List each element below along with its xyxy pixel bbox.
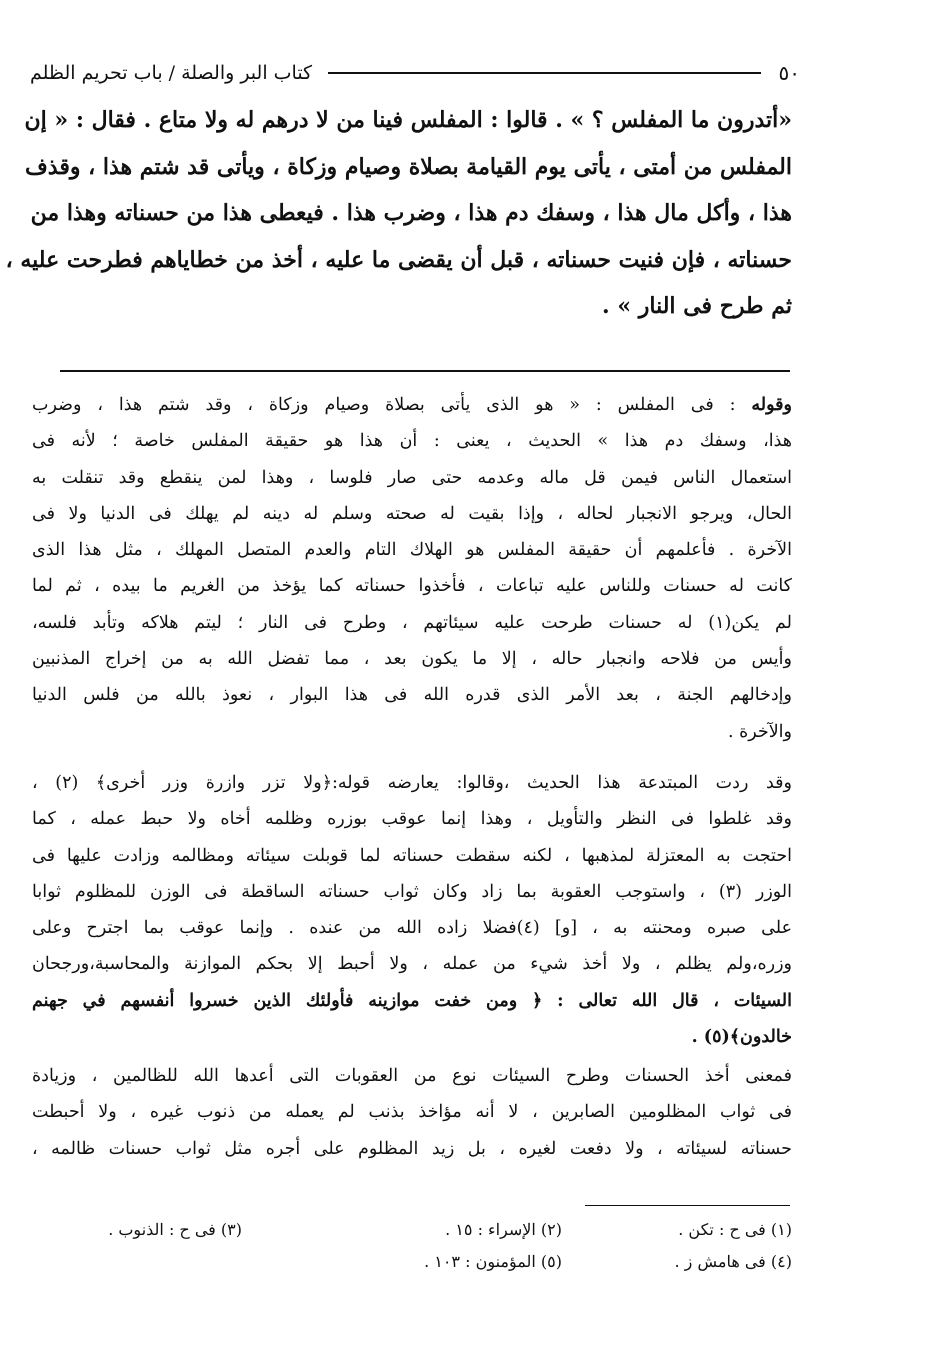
footnotes-row (32, 1218, 792, 1242)
page-number: ٥٠ (778, 61, 800, 85)
commentary-line (32, 387, 792, 423)
section-divider (60, 370, 790, 372)
hadith-line: هذا ، وأكل مال هذا ، وسفك دم هذا ، وضرب هذا . فيعطى هذا من حسناته وهذا من (30, 200, 792, 226)
commentary-line: كانت له حسنات وللناس عليه تباعات ، فأخذوا حسناته كما يؤخذ من الغريم ما بيده ، ثم لما (32, 576, 792, 597)
commentary-line: على صبره ومحنته به ، [و] (٤)فضلا زاده الله من عنده . وإنما عوقب بما اجترح وعلى (32, 918, 793, 939)
footnote-3: (٣) فى ح : الذنوب . (108, 1220, 242, 1239)
commentary-line: الوزر (٣) ، واستوجب العقوبة بما زاد وكان ثواب حسناته الساقطة فى الوزن للمظلوم ثوابا (32, 881, 793, 902)
footnote-divider (585, 1205, 790, 1206)
footnotes-row (32, 1250, 792, 1274)
commentary-line: وزره،ولم يظلم ، ولا أخذ شيء من عمله ، ولا أحبط إلا بحكم الموازنة والمحاسبة،ورجحان (32, 954, 792, 975)
commentary-paragraph-2 (32, 765, 792, 1055)
footnote-2: (٢) الإسراء : ١٥ . (445, 1220, 562, 1239)
commentary-line-text: : فى المفلس : « هو الذى يأتى بصلاة وصيام وزكاة ، وقد شتم هذا ، وضرب (32, 395, 736, 415)
commentary-line: لم يكن(١) له حسنات طرحت عليه سيئاتهم ، وطرح فى النار ؛ ليتم هلاكه وتأبد فلسه، (32, 612, 792, 633)
commentary-line: الآخرة . فأعلمهم أن حقيقة المفلس هو الهلاك التام والعدم المتصل المهلك ، مثل هذا الذى (32, 540, 792, 561)
commentary-line: فى ثواب المظلومين الصابرين ، لا أنه مؤاخذ بذنب لم يعمله من ذنوب غيره ، ولا أحبطت (32, 1102, 792, 1123)
hadith-line: المفلس من أمتى ، يأتى يوم القيامة بصلاة وصيام وزكاة ، ويأتى قد شتم هذا ، وقذف (24, 153, 792, 180)
commentary-line: السيئات ، قال الله تعالى : ﴿ ومن خفت موازينه فأولئك الذين خسروا أنفسهم في جهنم (32, 990, 792, 1011)
commentary-paragraph-3 (32, 1058, 792, 1167)
commentary-line: وأيس من فلاحه وانجبار حاله ، إلا ما يكون بعد ، مما تفضل الله به من إخراج المذنبين (32, 649, 792, 670)
commentary-line: الحال، ويرجو الانجبار لحاله ، وإذا بقيت له صحته وسلم له دينه لم يهلك فى الدنيا ولا فى (32, 503, 792, 524)
commentary-line: وقد ردت المبتدعة هذا الحديث ،وقالوا: يعارضه قوله:﴿ولا تزر وازرة وزر أخرى﴾ (٢) ، (32, 773, 792, 793)
commentary-line: وقد غلطوا فى النظر والتأويل ، وهذا إنما عوقب بوزره وظلمه أخاه ولا حبط عمله ، كما (32, 809, 792, 830)
commentary-line: فمعنى أخذ الحسنات وطرح السيئات نوع من العقوبات التى أعدها الله للظالمين ، وزيادة (32, 1066, 792, 1086)
commentary-paragraph-1 (32, 387, 792, 750)
hadith-line: ثم طرح فى النار » . (602, 293, 792, 319)
commentary-line: خالدون﴾(٥) . (691, 1027, 792, 1048)
commentary-line: والآخرة . (727, 721, 792, 742)
header-rule (328, 72, 760, 74)
commentary-line: استعمال الناس فيمن قل ماله وعدمه حتى صار فلوسا ، وهذا لمن ينقطع وقد تنقلت به (32, 467, 792, 488)
footnote-1: (١) فى ح : تكن . (678, 1220, 792, 1239)
commentary-lead: وقوله (751, 395, 792, 415)
hadith-text (5, 97, 792, 330)
commentary-line: حسناته لسيئاته ، ولا دفعت لغيره ، بل زيد المظلوم على أجره مثل ثواب حسنات ظالمه ، (32, 1138, 792, 1159)
footnote-5: (٥) المؤمنون : ١٠٣ . (424, 1252, 562, 1271)
page-header (30, 55, 800, 91)
commentary-line: وإدخالهم الجنة ، بعد الأمر الذى قدره الله فى هذا البوار ، نعوذ بالله من فلس الدنيا (32, 685, 792, 706)
commentary-line: هذا، وسفك دم هذا » الحديث ، يعنى : أن هذا هو حقيقة المفلس خاصة ؛ لأنه فى (32, 431, 792, 452)
running-title: كتاب البر والصلة / باب تحريم الظلم (30, 62, 313, 84)
footnote-4: (٤) فى هامش ز . (674, 1252, 792, 1271)
commentary-line: احتجت به المعتزلة لمذهبها ، لكنه سقطت حسناته لما قوبلت سيئاته ومظالمه وزادت عليها فى (32, 845, 792, 866)
hadith-line: «أتدرون ما المفلس ؟ » . قالوا : المفلس فينا من لا درهم له ولا متاع . فقال : « إن (24, 107, 792, 133)
hadith-line: حسناته ، فإن فنيت حسناته ، قبل أن يقضى ما عليه ، أخذ من خطاياهم فطرحت عليه ، (5, 246, 792, 273)
